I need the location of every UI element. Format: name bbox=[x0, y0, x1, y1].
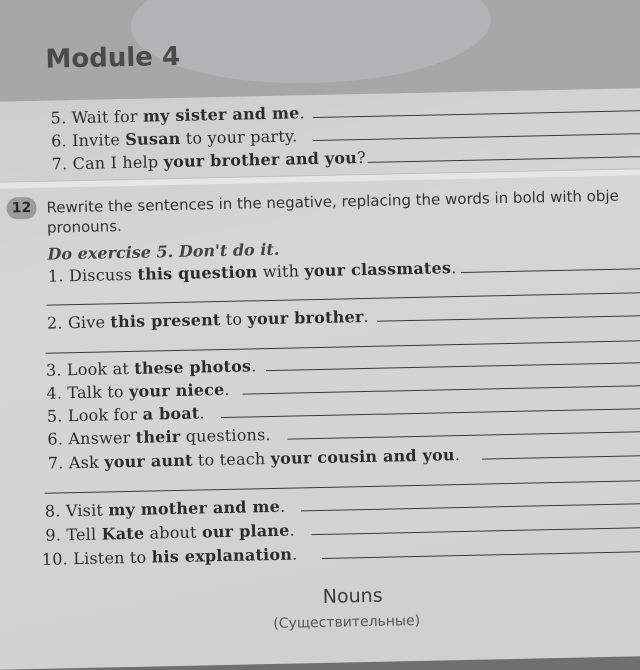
section-subheading: (Существительные) bbox=[273, 612, 421, 632]
answer-line[interactable] bbox=[47, 292, 640, 306]
answer-line[interactable] bbox=[243, 385, 640, 395]
item-9: 9. Tell Kate about our plane. bbox=[45, 520, 296, 545]
answer-line[interactable] bbox=[377, 315, 640, 322]
item-2: 2. Give this present to your brother. bbox=[46, 306, 369, 333]
item-6: 6. Answer their questions. bbox=[47, 425, 271, 449]
item-10: 10. Listen to his explanation. bbox=[41, 544, 298, 569]
item-5: 5. Look for a boat. bbox=[46, 403, 205, 426]
answer-line[interactable] bbox=[287, 431, 640, 440]
item-7: 7. Ask your aunt to teach your cousin and you. bbox=[47, 445, 461, 473]
answer-line[interactable] bbox=[221, 408, 640, 418]
answer-line[interactable] bbox=[313, 110, 640, 118]
example-sentence: Do exercise 5. Don't do it. bbox=[47, 239, 280, 264]
answer-line[interactable] bbox=[461, 268, 640, 273]
answer-line[interactable] bbox=[313, 133, 640, 141]
item-4: 4. Talk to your niece. bbox=[46, 379, 230, 403]
answer-line[interactable] bbox=[301, 503, 640, 512]
exercise-number-badge: 12 bbox=[6, 197, 36, 220]
item-8: 8. Visit my mother and me. bbox=[44, 496, 286, 521]
answer-line[interactable] bbox=[368, 156, 640, 163]
answer-line[interactable] bbox=[45, 480, 640, 494]
prev-item-7: 7. Can I help your brother and you? bbox=[51, 147, 366, 174]
answer-line[interactable] bbox=[322, 551, 640, 559]
exercise-instruction: Rewrite the sentences in the negative, replacing the words in bold with obje bbox=[46, 186, 619, 217]
prev-item-6: 6. Invite Susan to your party. bbox=[50, 126, 298, 151]
section-heading-nouns: Nouns bbox=[322, 584, 383, 608]
answer-line[interactable] bbox=[46, 340, 640, 354]
answer-line[interactable] bbox=[311, 527, 640, 536]
exercise-instruction-cont: pronouns. bbox=[46, 217, 122, 237]
item-3: 3. Look at these photos. bbox=[45, 356, 257, 380]
item-1: 1. Discuss this question with your classmates. bbox=[47, 258, 457, 286]
module-title: Module 4 bbox=[45, 41, 181, 75]
prev-item-5: 5. Wait for my sister and me. bbox=[50, 103, 305, 128]
answer-line[interactable] bbox=[266, 362, 640, 371]
answer-line[interactable] bbox=[482, 455, 640, 460]
